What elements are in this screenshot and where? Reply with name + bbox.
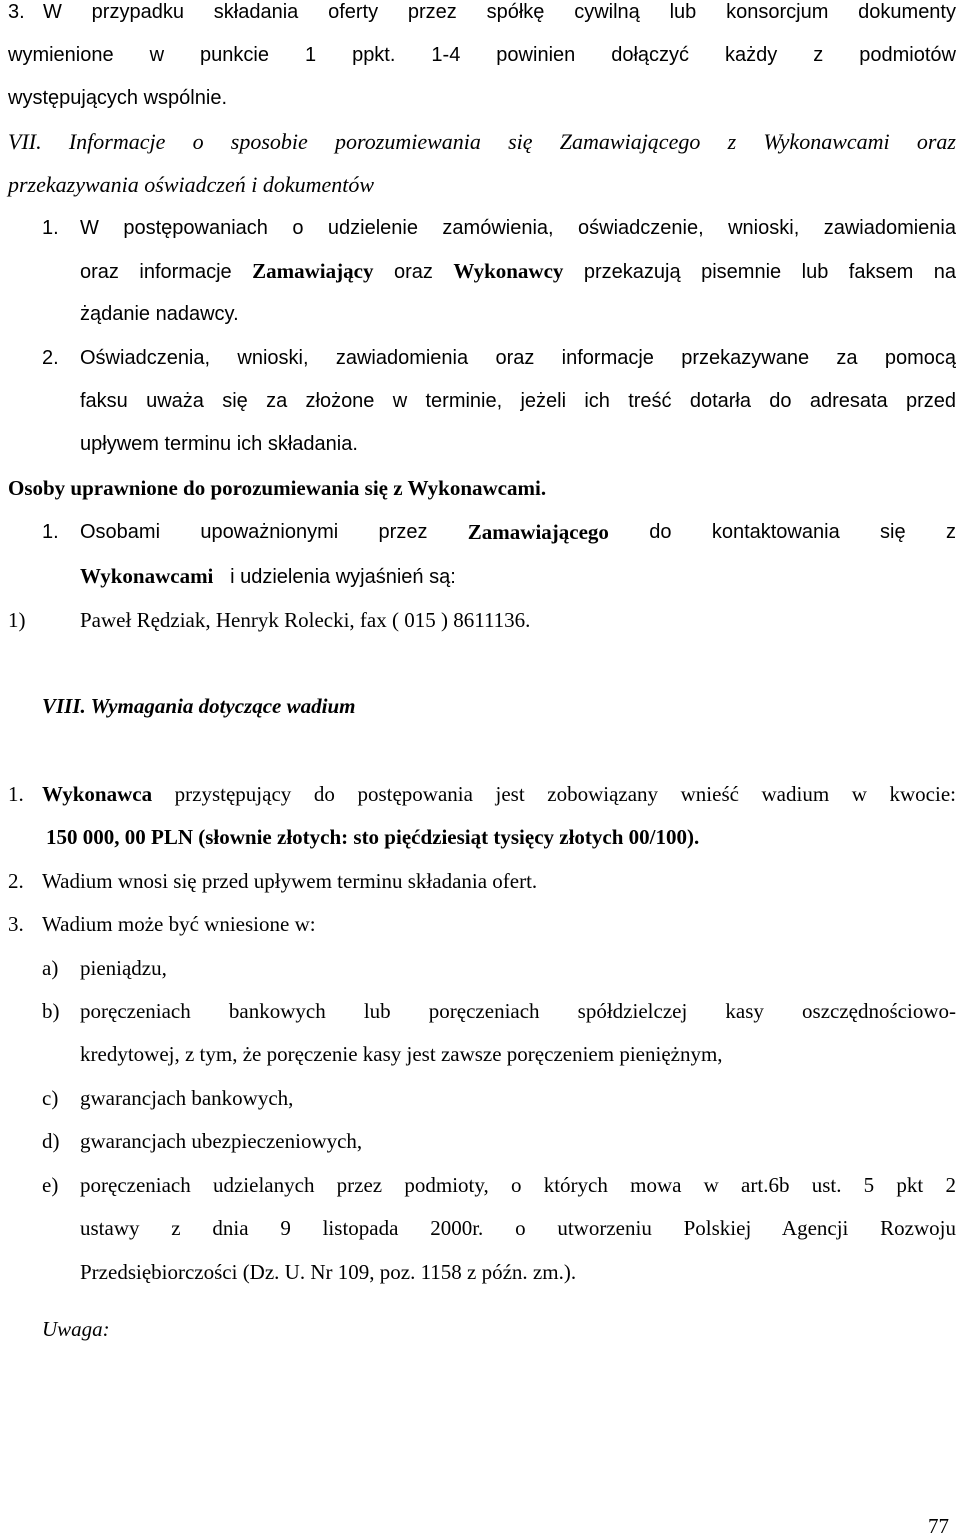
bold-text: Wykonawca	[42, 782, 153, 806]
text: upoważnionymi	[200, 521, 339, 543]
contact-line: Paweł Rędziak, Henryk Rolecki, fax ( 015 ) 8611136.	[80, 608, 531, 632]
bold-text: Wykonawcy	[453, 259, 564, 283]
list-item-cont: kredytowej, z tym, że poręczenie kasy jest zawsze poręczeniem pieniężnym,	[80, 1042, 723, 1066]
text: Osobami	[80, 521, 161, 543]
paragraph-line: Oświadczenia, wnioski, zawiadomienia oraz informacje przekazywane za pomocą	[80, 347, 956, 369]
paragraph-line: W postępowaniach o udzielenie zamówienia, oświadczenie, wnioski, zawiadomienia	[80, 217, 956, 239]
paragraph-line: wymienione w punkcie 1 ppkt. 1-4 powinien dołączyć każdy z podmiotów	[8, 44, 956, 66]
text: do	[649, 521, 672, 543]
paragraph-line: Wadium wnosi się przed upływem terminu składania ofert.	[42, 869, 538, 893]
text: się	[880, 521, 906, 543]
list-item: poręczeniach udzielanych przez podmioty, o których mowa w art.6b ust. 5 pkt 2	[80, 1173, 956, 1197]
list-number: 1.	[42, 521, 59, 543]
list-item: pieniądzu,	[80, 956, 167, 980]
list-letter: d)	[42, 1129, 60, 1153]
paragraph-line: żądanie nadawcy.	[80, 303, 239, 325]
list-number: 2.	[42, 347, 59, 369]
note-label: Uwaga:	[42, 1317, 110, 1341]
list-item: gwarancjach bankowych,	[80, 1086, 294, 1110]
paragraph-line: W przypadku składania oferty przez spółkę cywilną lub konsorcjum dokumenty	[43, 1, 956, 23]
paragraph-line: występujących wspólnie.	[8, 87, 227, 109]
page-number: 77	[928, 1514, 949, 1538]
list-item-cont: Przedsiębiorczości (Dz. U. Nr 109, poz. 1158 z późn. zm.).	[80, 1260, 577, 1284]
list-number: 3.	[8, 1, 25, 23]
list-number: 1)	[8, 608, 26, 632]
text: oraz informacje	[80, 261, 253, 283]
bold-text: Zamawiającego	[467, 520, 609, 544]
paragraph-line	[80, 259, 956, 285]
paragraph-line	[80, 520, 956, 545]
list-number: 2.	[8, 869, 24, 893]
paragraph-line	[80, 564, 456, 590]
text: przez	[378, 521, 428, 543]
bold-text: Zamawiający	[252, 259, 374, 283]
list-letter: b)	[42, 999, 60, 1023]
text: przystępujący do postępowania jest zobowiązany wnieść wadium w kwocie:	[152, 782, 956, 806]
subsection-heading: Osoby uprawnione do porozumiewania się z Wykonawcami.	[8, 476, 547, 500]
list-item: poręczeniach bankowych lub poręczeniach spółdzielczej kasy oszczędnościowo-	[80, 999, 956, 1023]
list-number: 3.	[8, 912, 24, 936]
list-letter: c)	[42, 1086, 59, 1110]
section-heading-vii: VII. Informacje o sposobie porozumiewania się Zamawiającego z Wykonawcami oraz	[8, 129, 956, 154]
list-item-cont: ustawy z dnia 9 listopada 2000r. o utworzeniu Polskiej Agencji Rozwoju	[80, 1216, 956, 1240]
list-letter: e)	[42, 1173, 59, 1197]
wadium-amount: 150 000, 00 PLN (słownie złotych: sto pięćdziesiąt tysięcy złotych 00/100).	[46, 825, 700, 849]
section-heading-viii: VIII. Wymagania dotyczące wadium	[42, 694, 356, 718]
list-letter: a)	[42, 956, 59, 980]
paragraph-line: faksu uważa się za złożone w terminie, jeżeli ich treść dotarła do adresata przed	[80, 390, 956, 412]
list-item: gwarancjach ubezpieczeniowych,	[80, 1129, 363, 1153]
text: przekazują pisemnie lub faksem na	[563, 261, 956, 283]
section-heading-vii-cont: przekazywania oświadczeń i dokumentów	[8, 172, 375, 197]
bold-text: Wykonawcami	[80, 564, 214, 588]
list-number: 1.	[8, 782, 24, 806]
text: i udzielenia wyjaśnień są:	[230, 566, 456, 588]
list-number: 1.	[42, 217, 59, 239]
text: oraz	[373, 261, 454, 283]
paragraph-line: upływem terminu ich składania.	[80, 433, 358, 455]
paragraph-line: Wadium może być wniesione w:	[42, 912, 316, 936]
text: z	[945, 521, 956, 543]
paragraph-line	[42, 782, 956, 807]
text: kontaktowania	[711, 521, 840, 543]
